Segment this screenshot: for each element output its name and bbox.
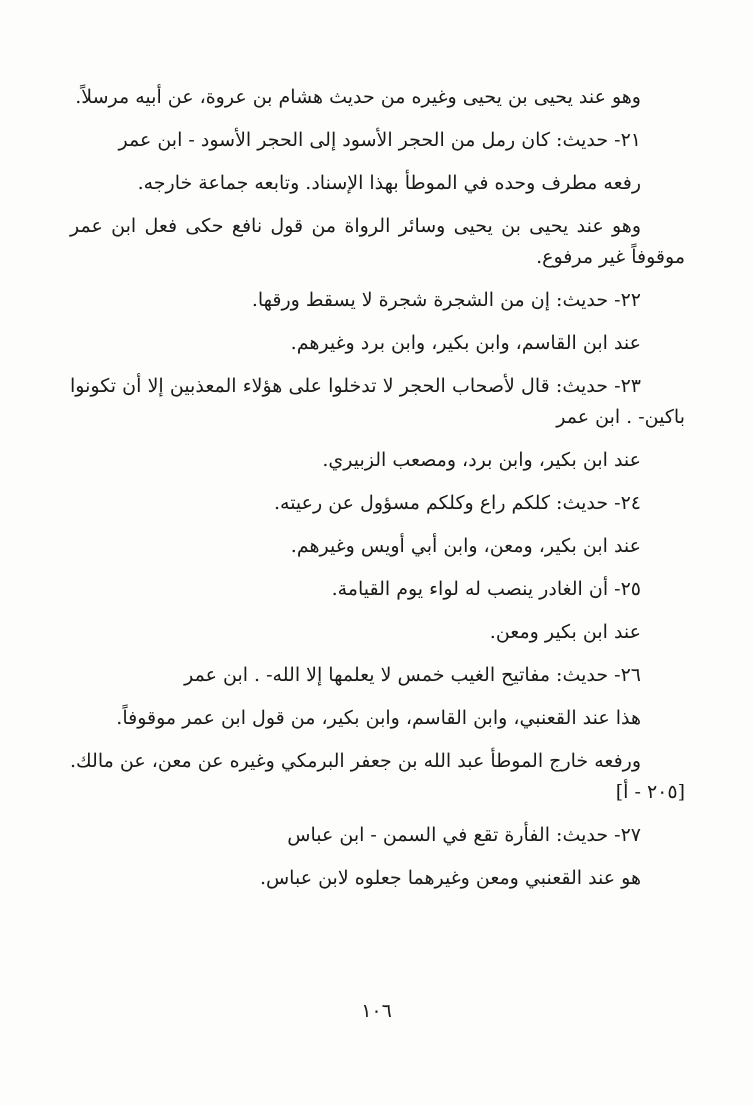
hadith-21-title: ٢١- حديث: كان رمل من الحجر الأسود إلى الحجر الأسود - ابن عمر <box>118 129 641 151</box>
hadith-27-title: ٢٧- حديث: الفأرة تقع في السمن - ابن عباس <box>287 824 641 846</box>
hadith-26-note: هذا عند القعنبي، وابن القاسم، وابن بكير، من قول ابن عمر موقوفاً. <box>116 707 641 729</box>
paragraph-1: وهو عند يحيى بن يحيى وغيره من حديث هشام بن عروة، عن أبيه مرسلاً. <box>75 86 641 108</box>
hadith-22-title: ٢٢- حديث: إن من الشجرة شجرة لا يسقط ورقها. <box>251 289 641 311</box>
hadith-23-title: ٢٣- حديث: قال لأصحاب الحجر لا تدخلوا على هؤلاء المعذبين إلا أن تكونوا باكين- . ابن عمر <box>70 375 685 428</box>
hadith-21-note-2: وهو عند يحيى بن يحيى وسائر الرواة من قول نافع حكى فعل ابن عمر موقوفاً غير مرفوع. <box>70 215 685 268</box>
hadith-25-title: ٢٥- أن الغادر ينصب له لواء يوم القيامة. <box>331 578 641 600</box>
page-body <box>70 82 685 906</box>
hadith-26-note-2: ورفعه خارج الموطأ عبد الله بن جعفر البرمكي وغيره عن معن، عن مالك. [٢٠٥ - أ] <box>70 750 685 803</box>
hadith-23-note: عند ابن بكير، وابن برد، ومصعب الزبيري. <box>322 449 641 471</box>
hadith-27-note: هو عند القعنبي ومعن وغيرهما جعلوه لابن عباس. <box>259 867 641 889</box>
hadith-22-note: عند ابن القاسم، وابن بكير، وابن برد وغيرهم. <box>290 332 641 354</box>
hadith-26-title: ٢٦- حديث: مفاتيح الغيب خمس لا يعلمها إلا الله- . ابن عمر <box>184 664 641 686</box>
page-number: ١٠٦ <box>361 1000 392 1022</box>
hadith-24-note: عند ابن بكير، ومعن، وابن أبي أويس وغيرهم. <box>290 535 641 557</box>
hadith-25-note: عند ابن بكير ومعن. <box>489 621 641 643</box>
hadith-21-note: رفعه مطرف وحده في الموطأ بهذا الإسناد. وتابعه جماعة خارجه. <box>137 172 641 194</box>
hadith-24-title: ٢٤- حديث: كلكم راع وكلكم مسؤول عن رعيته. <box>273 492 641 514</box>
